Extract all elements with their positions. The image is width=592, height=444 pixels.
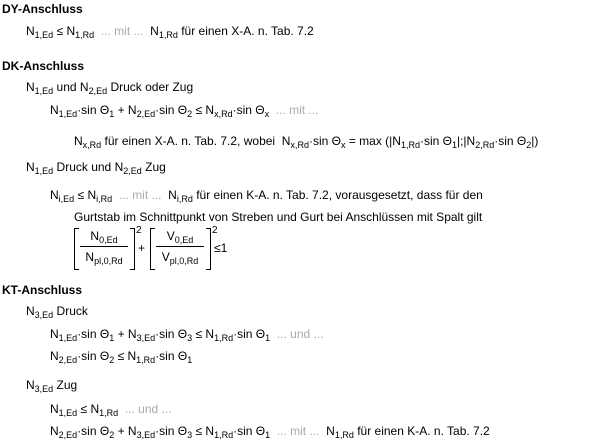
dk-case1-label: $N_{1,Ed}$ und $N_{2,Ed}$ Druck oder Zug	[26, 80, 194, 96]
dk-case2-inequality: $N_{i,Ed} \le N_{i,Rd}$ ... mit ... $N_{i,Rd}$ für einen K-A. n. Tab. 7.2, vorausgesetzt, dass für den	[50, 188, 483, 204]
dk-case1-definition: $N_{x,Rd}$ für einen X-A. n. Tab. 7.2, wobei $N_{x,Rd}\cdot\sin$ $\Theta_x = \max (|N_{1,Rd}\cdot\sin$ $\Theta_1|;|N_{2,Rd}\cdot\sin$ $\Theta_2|$)	[74, 134, 539, 150]
dk-case2-label: $N_{1,Ed}$ Druck und $N_{2,Ed}$ Zug	[26, 160, 166, 176]
left-bracket-2	[150, 228, 155, 270]
kt-case1-inequality-2: $N_{2,Ed}\cdot\sin$ $\Theta_2 \le N_{1,Rd}\cdot\sin$ $\Theta_1$	[50, 349, 193, 365]
kt-case2-inequality-1: $N_{1,Ed} \le N_{1,Rd}$ ... und ...	[50, 402, 172, 418]
kt-case1-inequality-1: $N_{1,Ed}\cdot\sin$ $\Theta_1 + N_{3,Ed}\cdot\sin$ $\Theta_3 \le N_{1,Rd}\cdot\sin$ $\Theta_1$ ... und ...	[50, 327, 324, 343]
kt-case2-label: $N_{3,Ed}$ Zug	[26, 378, 78, 394]
fraction-n0: $N_{0,Ed}$ $N_{pl,0,Rd}$	[80, 229, 128, 264]
fraction-v0: $V_{0,Ed}$ $V_{pl,0,Rd}$	[156, 229, 204, 264]
right-bracket-1	[130, 228, 135, 270]
dk-heading: DK-Anschluss	[2, 59, 85, 73]
kt-heading: KT-Anschluss	[2, 283, 83, 297]
kt-case1-label: $N_{3,Ed}$ Druck	[26, 304, 88, 320]
dy-heading: DY-Anschluss	[2, 2, 83, 16]
dk-case1-inequality: $N_{1,Ed}\cdot\sin$ $\Theta_1 + N_{2,Ed}\cdot\sin$ $\Theta_2 \le N_{x,Rd}\cdot\sin$ $\Theta_x$ ... mit ...	[50, 103, 319, 119]
left-bracket-1	[74, 228, 79, 270]
exponent-1: 2	[136, 225, 142, 236]
plus-sign: +	[138, 241, 146, 255]
dy-condition: $N_{1,Ed} \le N_{1,Rd}$ ... mit ... $N_{1,Rd}$ für einen X-A. n. Tab. 7.2	[26, 24, 314, 40]
kt-case2-inequality-2: $N_{2,Ed}\cdot\sin$ $\Theta_2 + N_{3,Ed}\cdot\sin$ $\Theta_3 \le N_{1,Rd}\cdot\sin$ $\Theta_1$ ... mit ... $N_{1,Rd}$ für einen K-A. n. Tab. 7.2	[50, 424, 490, 440]
dk-case2-continuation: Gurtstab im Schnittpunkt von Streben und Gurt bei Anschlüssen mit Spalt gilt	[74, 210, 483, 224]
formula-rhs: ≤1	[214, 241, 228, 255]
right-bracket-2	[206, 228, 211, 270]
exponent-2: 2	[212, 225, 218, 236]
